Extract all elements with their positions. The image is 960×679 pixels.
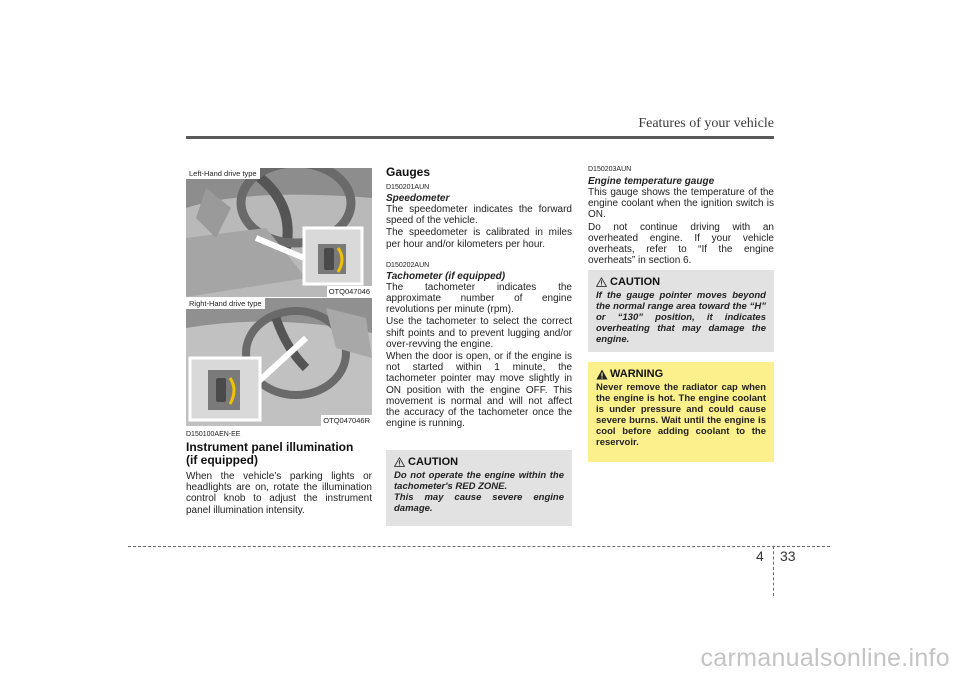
- tachometer-caution-p1: Do not operate the engine within the tachometer's RED ZONE.: [394, 470, 564, 492]
- speedometer-code: D150201AUN: [386, 184, 430, 191]
- illumination-title-line2: (if equipped): [186, 453, 258, 467]
- illumination-section: [186, 431, 372, 516]
- footer-vertical-rule: [773, 546, 774, 596]
- speedometer-p2: The speedometer is calibrated in miles per hour and/or kilometers per hour.: [386, 227, 572, 250]
- caution-triangle-icon: [394, 457, 405, 467]
- watermark-text: carmanualsonline.info: [700, 644, 950, 672]
- dashboard-illustration-rhd: [186, 298, 372, 426]
- photo-right-hand-drive: [186, 298, 372, 426]
- photo-label-rhd: Right-Hand drive type: [186, 298, 265, 309]
- gauges-section: [386, 166, 572, 430]
- gauges-title: Gauges: [386, 165, 431, 179]
- tachometer-code: D150202AUN: [386, 261, 430, 269]
- tachometer-p1: The tachometer indicates the approximate number of engine revolutions per minute (rpm).: [386, 281, 572, 316]
- dashboard-illustration-lhd: [186, 168, 372, 297]
- photo-left-hand-drive: [186, 168, 372, 297]
- speedometer-title: Speedometer: [386, 193, 450, 204]
- illumination-code: D150100AEN-EE: [186, 431, 241, 438]
- illumination-body: When the vehicle’s parking lights or headlights are on, rotate the illumination control knob to adjust the instrument panel illumination intensity.: [186, 471, 372, 516]
- photo-label-lhd: Left-Hand drive type: [186, 168, 260, 179]
- engine-temp-p1: This gauge shows the temperature of the engine coolant when the ignition switch is ON.: [588, 187, 774, 221]
- caution-triangle-icon: [596, 277, 607, 287]
- page-header-title: Features of your vehicle: [638, 116, 774, 131]
- engine-temp-caution-title: CAUTION: [610, 276, 661, 288]
- tachometer-title: Tachometer (if equipped): [386, 270, 506, 282]
- engine-temp-code: D150203AUN: [588, 166, 632, 173]
- warning-triangle-icon: [596, 369, 608, 380]
- engine-temp-title: Engine temperature gauge: [588, 176, 715, 187]
- engine-temp-caution-body: If the gauge pointer moves beyond the normal range area toward the “H” or “130” position, it indicates overheating that may damage the engine.: [596, 290, 766, 345]
- engine-temp-section: [588, 166, 774, 267]
- page-chapter-number: 4: [756, 548, 764, 564]
- speedometer-p1: The speedometer indicates the forward speed of the vehicle.: [386, 204, 572, 227]
- tachometer-caution-p2: This may cause severe engine damage.: [394, 492, 564, 514]
- photo-code-rhd: OTQ047046R: [323, 416, 370, 425]
- tachometer-p3: When the door is open, or if the engine is not started within 1 minute, the tachometer pointer may move slightly in ON position with the engine OFF. This movement is normal and will not affect the accuracy of the tachometer once the engine is running.: [386, 351, 572, 430]
- footer-dashed-rule: [128, 546, 830, 547]
- engine-temp-caution-box: [588, 270, 774, 352]
- engine-temp-warning-title: WARNING: [610, 368, 664, 380]
- tachometer-caution-title: CAUTION: [408, 456, 459, 468]
- engine-temp-warning-body: Never remove the radiator cap when the engine is hot. The engine coolant is under pressure and could cause severe burns. Wait until the engine is cool before adding coolant to the reservoir.: [596, 382, 766, 448]
- engine-temp-p2: Do not continue driving with an overheated engine. If your vehicle overheats, refer to “If the engine overheats” in section 6.: [588, 221, 774, 267]
- photo-code-lhd: OTQ047046: [328, 287, 370, 296]
- engine-temp-warning-box: [588, 362, 774, 462]
- tachometer-p2: Use the tachometer to select the correct shift points and to prevent lugging and/or over-revving the engine.: [386, 316, 572, 350]
- illumination-title-line1: Instrument panel illumination: [186, 440, 354, 454]
- tachometer-caution-box: [386, 450, 572, 526]
- header-rule: [186, 136, 774, 139]
- page-number: 33: [780, 548, 796, 564]
